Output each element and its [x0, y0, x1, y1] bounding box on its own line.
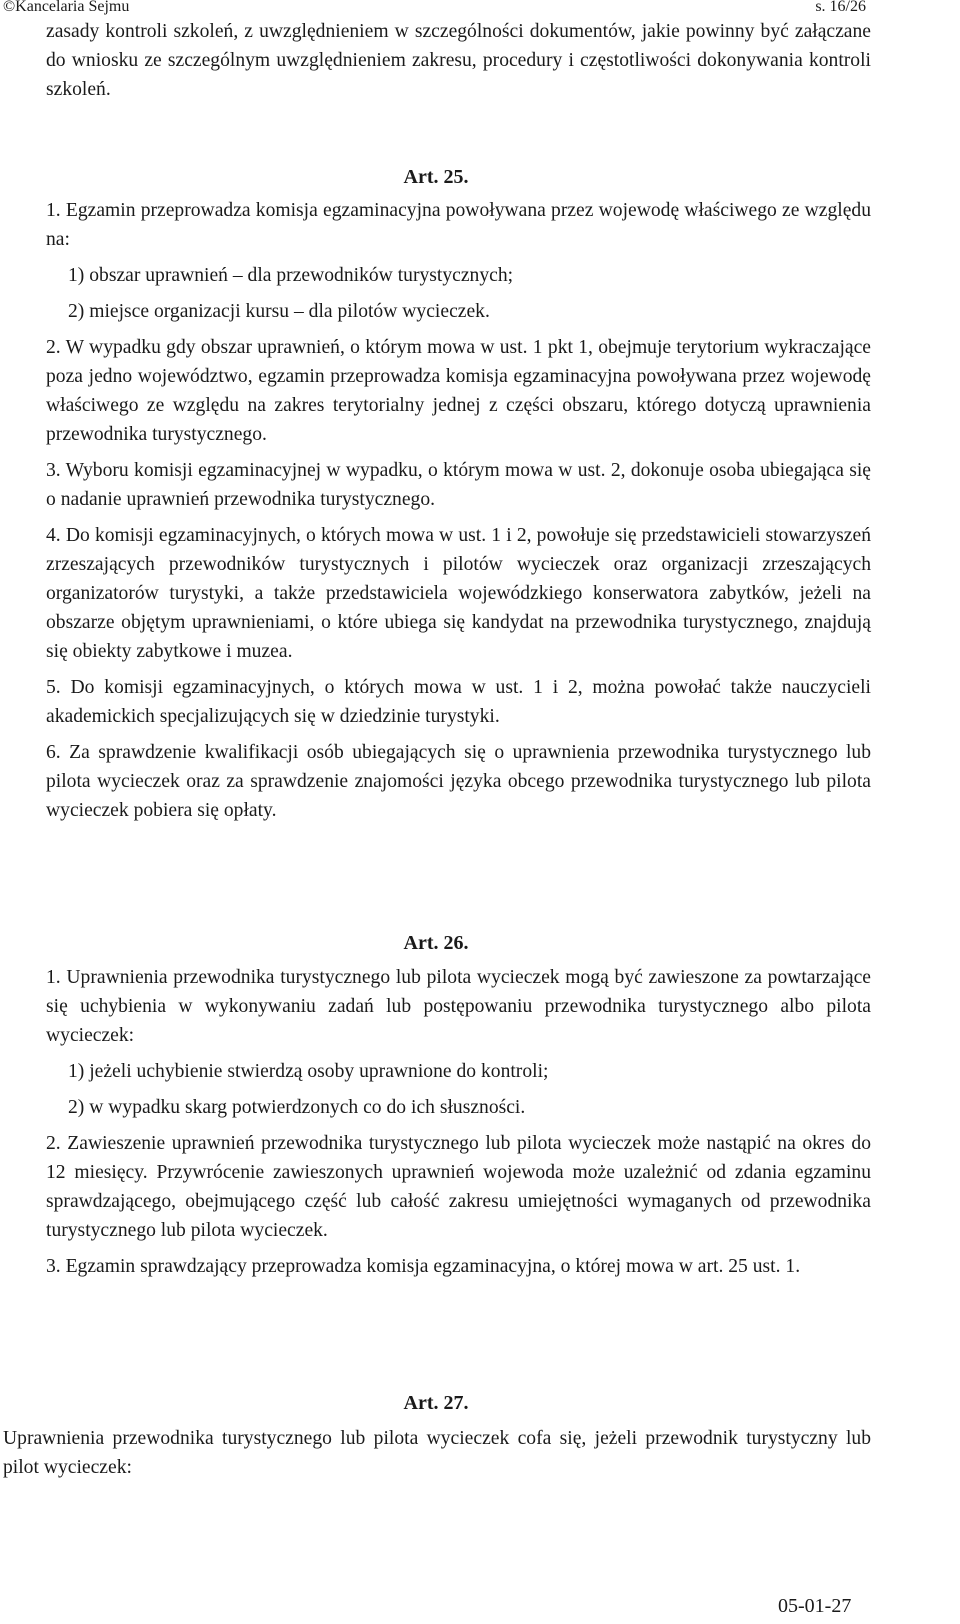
header-source: ©Kancelaria Sejmu — [3, 0, 130, 15]
art25-paragraph-3: 3. Wyboru komisji egzaminacyjnej w wypadku, o którym mowa w ust. 2, dokonuje osoba ubiegająca się o nadanie uprawnień przewodnika turystycznego. — [46, 460, 871, 510]
article-26-body — [0, 963, 960, 1281]
article-25-body — [0, 196, 960, 825]
article-25-title: Art. 25. — [403, 166, 469, 188]
footer-date: 05-01-27 — [778, 1595, 852, 1617]
art25-point-1: 1) obszar uprawnień – dla przewodników turystycznych; — [68, 265, 514, 286]
art25-paragraph-4: 4. Do komisji egzaminacyjnych, o których mowa w ust. 1 i 2, powołuje się przedstawicieli stowarzyszeń zrzeszających przewodników turystycznych i pilotów wycieczek oraz organizacji zrzeszających organizatorów turystyki, a także przedstawiciela wojewódzkiego konserwatora zabytków, jeżeli na obszarze objętym uprawnieniami, o które ubiega się kandydat na przewodnika turystycznego, znajdują się obiekty zabytkowe i muzea. — [46, 525, 871, 662]
art25-paragraph-2: 2. W wypadku gdy obszar uprawnień, o którym mowa w ust. 1 pkt 1, obejmuje terytorium wykraczające poza jedno województwo, egzamin przeprowadza komisja egzaminacyjna powoływana przez wojewodę właściwego ze względu na zakres terytorialny jednej z części obszaru, którego dotyczą uprawnienia przewodnika turystycznego. — [46, 337, 871, 445]
page-number: s. 16/26 — [815, 0, 866, 15]
article-27-body — [0, 1424, 960, 1482]
art25-paragraph-5: 5. Do komisji egzaminacyjnych, o których mowa w ust. 1 i 2, można powołać także nauczycieli akademickich specjalizujących się w dziedzinie turystyki. — [46, 677, 871, 727]
art25-paragraph-6: 6. Za sprawdzenie kwalifikacji osób ubiegających się o uprawnienia przewodnika turystycznego lub pilota wycieczek oraz za sprawdzenie znajomości języka obcego przewodnika turystycznego lub pilota wycieczek pobiera się opłaty. — [46, 742, 871, 821]
art26-point-1: 1) jeżeli uchybienie stwierdzą osoby uprawnione do kontroli; — [68, 1061, 549, 1082]
art26-paragraph-3: 3. Egzamin sprawdzający przeprowadza komisja egzaminacyjna, o której mowa w art. 25 ust. 1. — [46, 1256, 801, 1277]
art26-paragraph-2: 2. Zawieszenie uprawnień przewodnika turystycznego lub pilota wycieczek może nastąpić na okres do 12 miesięcy. Przywrócenie zawieszonych uprawnień wojewoda może uzależnić od zdania egzaminu sprawdzającego, obejmującego część lub całość zakresu umiejętności wymaganych od przewodnika turystycznego lub pilota wycieczek. — [46, 1133, 871, 1241]
intro-paragraph: zasady kontroli szkoleń, z uwzględnieniem w szczególności dokumentów, jakie powinny być załączane do wniosku ze szczególnym uwzględnieniem zakresu, procedury i częstotliwości dokonywania kontroli szkoleń. — [46, 21, 871, 100]
article-27-title: Art. 27. — [403, 1392, 469, 1414]
art25-paragraph-1: 1. Egzamin przeprowadza komisja egzaminacyjna powoływana przez wojewodę właściwego ze względu na: — [46, 200, 871, 250]
art27-paragraph-1: Uprawnienia przewodnika turystycznego lub pilota wycieczek cofa się, jeżeli przewodnik turystyczny lub pilot wycieczek: — [3, 1428, 871, 1478]
art26-point-2: 2) w wypadku skarg potwierdzonych co do ich słuszności. — [68, 1097, 526, 1118]
article-26-title: Art. 26. — [403, 932, 469, 954]
art26-paragraph-1: 1. Uprawnienia przewodnika turystycznego lub pilota wycieczek mogą być zawieszone za powtarzające się uchybienia w wykonywaniu zadań lub postępowaniu przewodnika turystycznego albo pilota wycieczek: — [46, 967, 871, 1046]
art25-point-2: 2) miejsce organizacji kursu – dla pilotów wycieczek. — [68, 301, 490, 322]
intro-block — [0, 17, 960, 104]
